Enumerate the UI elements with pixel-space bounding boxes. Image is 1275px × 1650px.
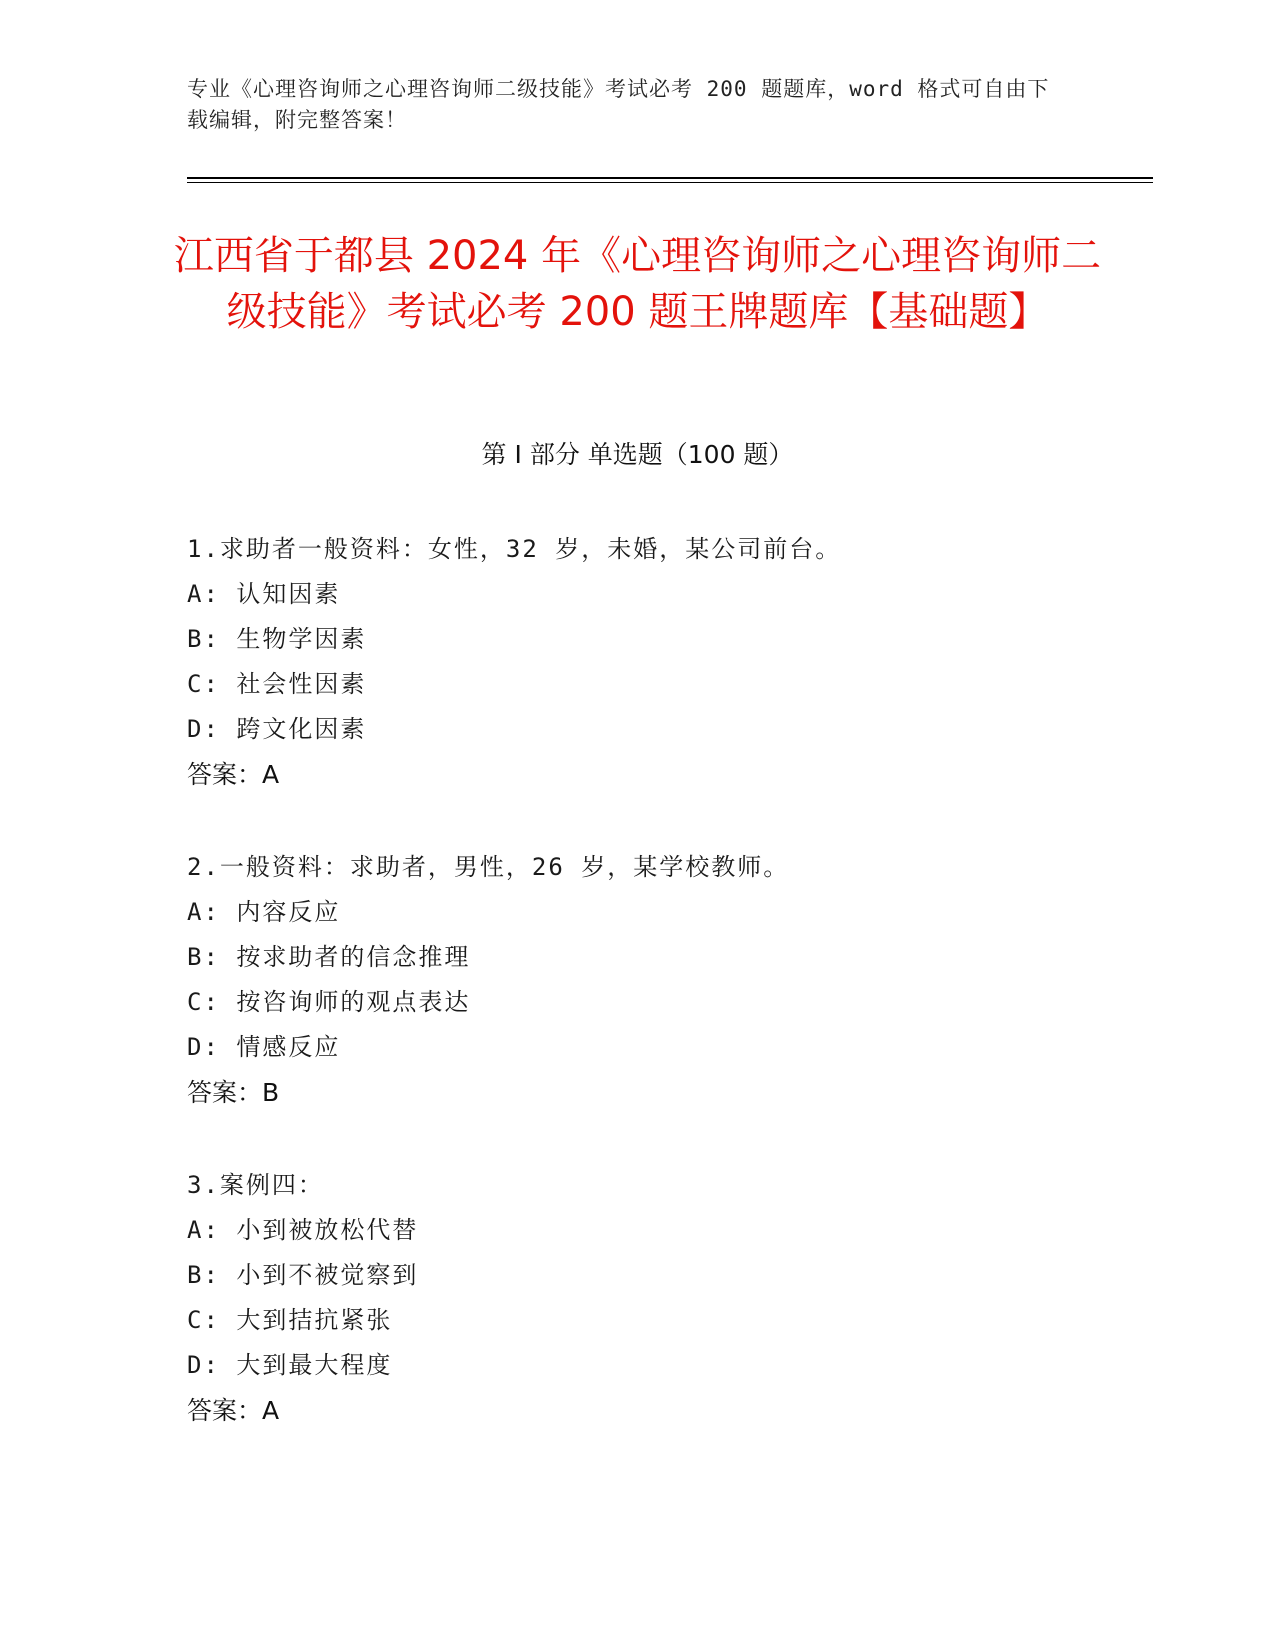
answer-line: 答案：A bbox=[187, 760, 280, 789]
question-block bbox=[187, 845, 1147, 1115]
question-block bbox=[187, 527, 1147, 797]
document-title: 江西省于都县 2024 年《心理咨询师之心理咨询师二级技能》考试必考 200 题王牌题库【基础题】 bbox=[173, 233, 1102, 335]
option-a: A: 小到被放松代替 bbox=[187, 1216, 419, 1244]
option-c: C: 大到拮抗紧张 bbox=[187, 1306, 393, 1334]
section-heading: 第 I 部分 单选题（100 题） bbox=[481, 440, 794, 469]
question-stem: 3.案例四： bbox=[187, 1171, 324, 1199]
answer-line: 答案：A bbox=[187, 1396, 280, 1425]
header-divider-thin bbox=[187, 182, 1153, 183]
option-b: B: 小到不被觉察到 bbox=[187, 1261, 419, 1289]
question-block bbox=[187, 1163, 1147, 1433]
option-b: B: 生物学因素 bbox=[187, 625, 367, 653]
option-a: A: 内容反应 bbox=[187, 898, 341, 926]
option-a: A: 认知因素 bbox=[187, 580, 341, 608]
option-d: D: 跨文化因素 bbox=[187, 715, 367, 743]
question-stem: 1.求助者一般资料：女性，32 岁，未婚，某公司前台。 bbox=[187, 535, 842, 563]
option-d: D: 情感反应 bbox=[187, 1033, 341, 1061]
header-note: 专业《心理咨询师之心理咨询师二级技能》考试必考 200 题题库，word 格式可自由下载编辑，附完整答案！ bbox=[187, 77, 1050, 132]
option-b: B: 按求助者的信念推理 bbox=[187, 943, 471, 971]
option-c: C: 按咨询师的观点表达 bbox=[187, 988, 471, 1016]
header-divider-thick bbox=[187, 177, 1153, 179]
option-c: C: 社会性因素 bbox=[187, 670, 367, 698]
answer-line: 答案：B bbox=[187, 1078, 280, 1107]
option-d: D: 大到最大程度 bbox=[187, 1351, 393, 1379]
question-stem: 2.一般资料：求助者，男性，26 岁，某学校教师。 bbox=[187, 853, 790, 881]
